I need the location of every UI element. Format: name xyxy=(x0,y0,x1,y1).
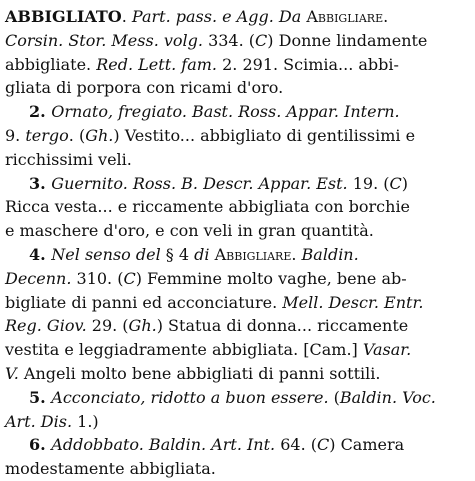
entry-text-run: Baldin. xyxy=(301,244,359,264)
entry-text-run: Addobbato. Baldin. Art. Int. xyxy=(51,435,276,455)
entry-line xyxy=(5,291,470,315)
entry-text-run: 4. xyxy=(29,244,52,264)
entry-line xyxy=(5,29,470,53)
entry-line xyxy=(5,410,470,434)
entry-line xyxy=(5,219,470,243)
entry-text-run: Mell. Descr. Entr. xyxy=(282,292,424,312)
entry-text-run: . xyxy=(291,244,302,264)
entry-text-run: abbigliate. xyxy=(5,54,97,74)
entry-text-run: § 4 xyxy=(160,244,195,264)
entry-line xyxy=(5,124,470,148)
entry-text-run: 19. ( xyxy=(347,173,390,193)
entry-line xyxy=(5,267,470,291)
entry-text-run: modestamente abbigliata. xyxy=(5,459,216,479)
entry-text-run: ) Camera xyxy=(329,435,405,455)
entry-text-run: C xyxy=(389,173,402,193)
entry-line xyxy=(5,243,470,267)
entry-text-run: Ricca vesta... e riccamente abbigliata con borchie xyxy=(5,197,411,217)
entry-line xyxy=(5,172,470,196)
entry-text-run: Ornato, fregiato. Bast. Ross. Appar. Intern. xyxy=(51,102,400,122)
entry-text-run: ) Donne lindamente xyxy=(267,30,428,50)
entry-text-run: Art. Dis. xyxy=(5,411,73,431)
entry-text-run: Decenn. xyxy=(5,268,72,288)
entry-text-run: Reg. Giov. xyxy=(5,316,87,336)
entry-line xyxy=(5,76,470,100)
entry-text-run: Part. pass. e Agg. xyxy=(131,7,274,26)
entry-line xyxy=(5,53,470,77)
entry-text-run: C xyxy=(123,268,136,288)
entry-line xyxy=(5,457,470,481)
entry-text-run: ) Statua di donna... riccamente xyxy=(156,316,409,336)
entry-text-run: 64. ( xyxy=(275,435,317,455)
entry-text-run: e maschere d'oro, e con veli in gran quantità. xyxy=(5,221,374,241)
entry-text-run: C xyxy=(316,435,330,455)
entry-text-run: 9. xyxy=(5,125,26,145)
entry-text-run: Da xyxy=(278,7,302,26)
entry-line xyxy=(5,362,470,386)
entry-text-run: ) Femmine molto vaghe, bene ab- xyxy=(135,268,407,288)
entry-text-run: ( xyxy=(328,387,340,407)
entry-text-run: Vasar. xyxy=(362,340,412,360)
dictionary-entry xyxy=(5,5,470,481)
entry-text-run: Guernito. Ross. B. Descr. Appar. Est. xyxy=(51,173,348,193)
entry-text-run: ABBIGLIATO xyxy=(5,7,122,26)
entry-text-run: 310. ( xyxy=(71,268,124,288)
entry-text-run: Corsin. Stor. Mess. volg. xyxy=(5,30,203,50)
entry-line xyxy=(5,148,470,172)
entry-text-run: Gh. xyxy=(85,125,114,145)
entry-line xyxy=(5,433,470,457)
entry-text-run: C xyxy=(255,30,268,50)
entry-text-run: di xyxy=(194,244,210,264)
entry-text-run: . xyxy=(383,7,389,26)
entry-text xyxy=(5,5,470,481)
entry-text-run: 2. 291. Scimia... abbi- xyxy=(217,54,399,74)
entry-text-run: 6. xyxy=(29,435,52,455)
entry-text-run: ) xyxy=(401,173,408,193)
entry-text-run: Angeli molto bene abbigliati di panni sottili. xyxy=(18,363,381,383)
entry-text-run: bigliate di panni ed acconciature. xyxy=(5,292,283,312)
entry-text-run: 29. ( xyxy=(86,316,129,336)
entry-text-run: V. xyxy=(5,363,19,383)
entry-line xyxy=(5,314,470,338)
entry-text-run: Abbigliare xyxy=(214,244,292,264)
entry-text-run: 334. ( xyxy=(202,30,256,50)
entry-text-run: ) Vestito... abbigliato di gentilissimi e xyxy=(113,125,416,145)
entry-text-run: . xyxy=(121,7,132,26)
entry-text-run: 2. xyxy=(29,102,52,122)
entry-text-run: . ( xyxy=(68,125,86,145)
entry-line xyxy=(5,338,470,362)
entry-text-run: Baldin. Voc. xyxy=(339,387,436,407)
entry-text-run: tergo xyxy=(25,125,69,145)
entry-line xyxy=(5,386,470,410)
entry-line xyxy=(5,100,470,124)
entry-text-run: gliata di porpora con ricami d'oro. xyxy=(5,78,284,98)
entry-text-run: 3. xyxy=(29,173,52,193)
entry-text-run: Nel senso del xyxy=(51,244,161,264)
entry-line xyxy=(5,195,470,219)
entry-text-run: vestita e leggiadramente abbigliata. [Cam.] xyxy=(5,340,363,360)
entry-text-run: Acconciato, ridotto a buon essere. xyxy=(51,387,329,407)
entry-line xyxy=(5,5,470,29)
entry-text-run: ricchissimi veli. xyxy=(5,149,132,169)
entry-text-run: Abbigliare xyxy=(306,7,384,26)
entry-text-run: Red. Lett. fam. xyxy=(96,54,218,74)
entry-text-run: Gh. xyxy=(128,316,157,336)
entry-text-run: 5. xyxy=(29,387,52,407)
entry-text-run: 1.) xyxy=(72,411,99,431)
